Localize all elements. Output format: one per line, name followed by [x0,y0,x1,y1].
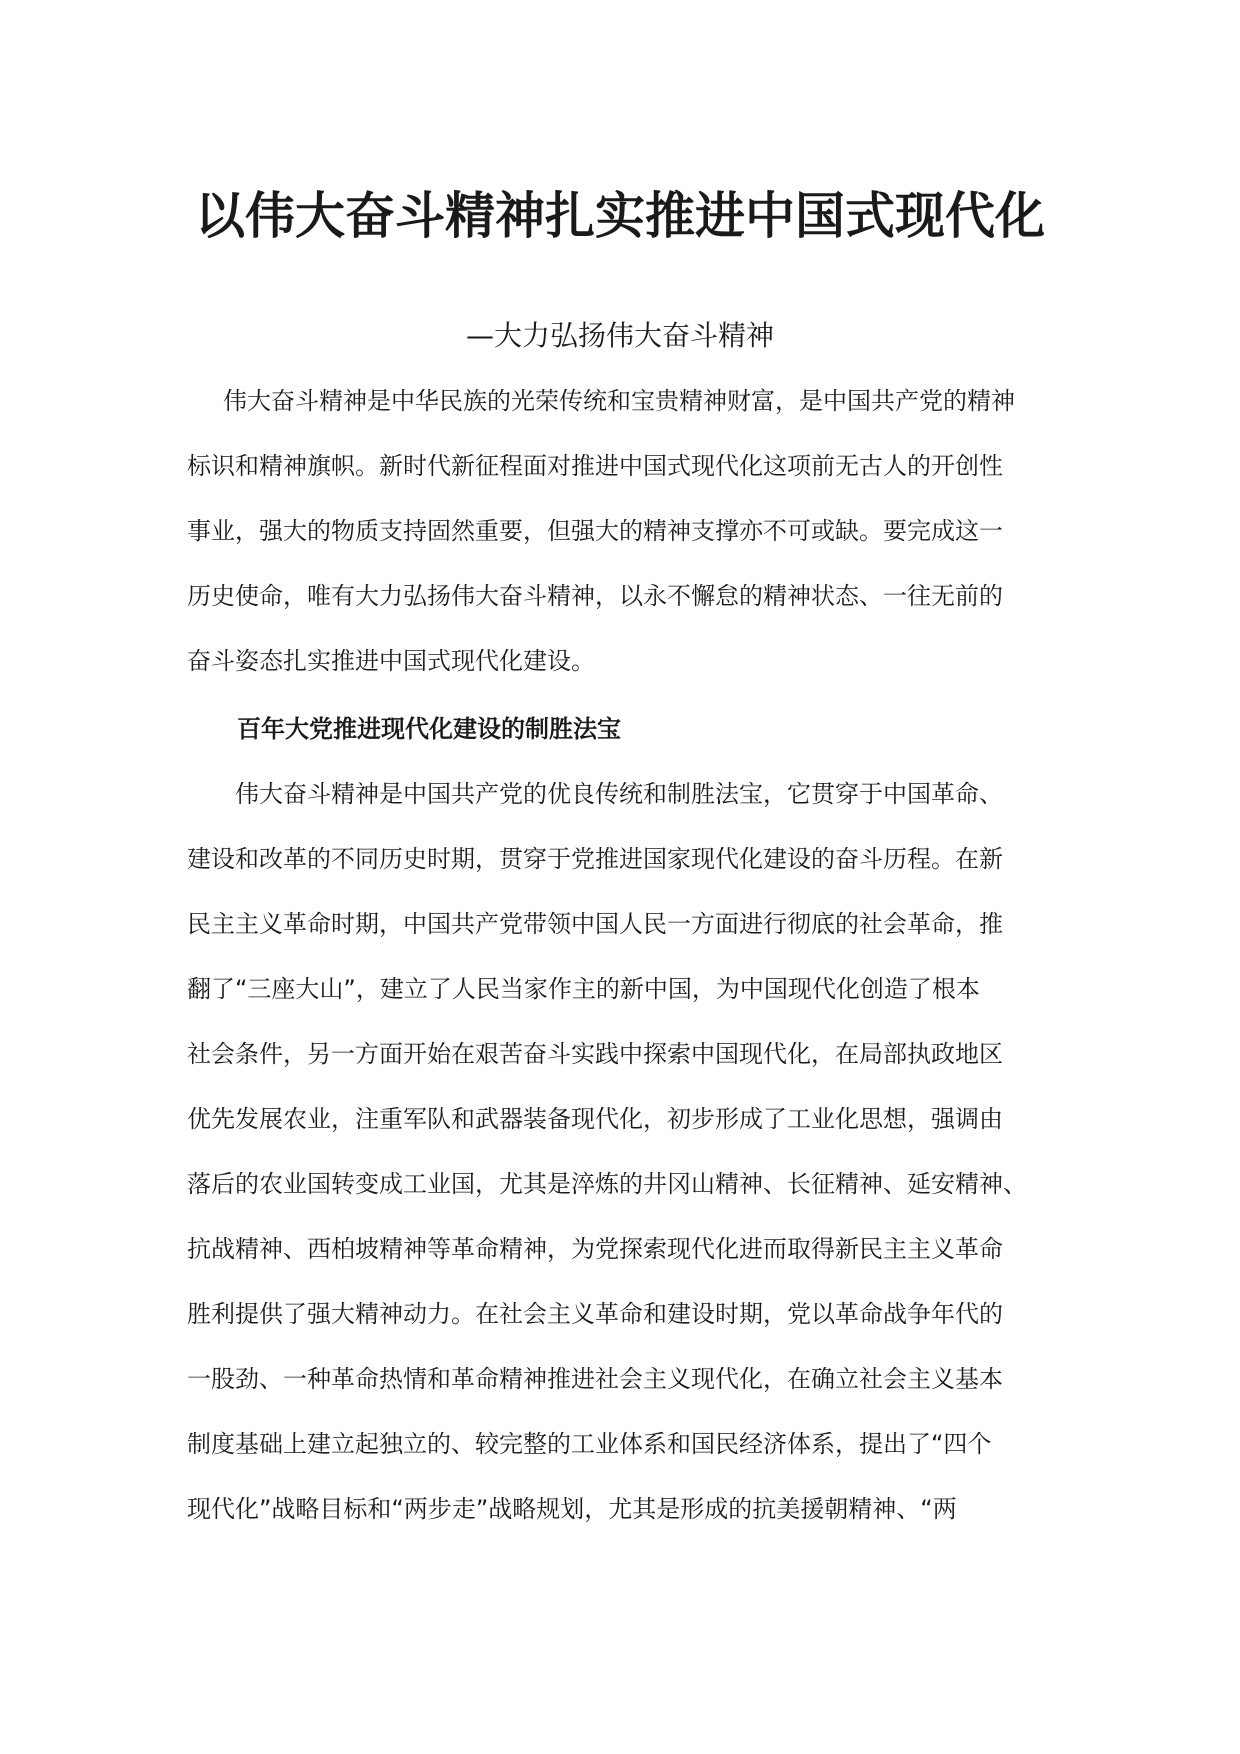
paragraph-line: 历史使命，唯有大力弘扬伟大奋斗精神，以永不懈怠的精神状态、一往无前的 [187,582,1003,610]
paragraph-line: 奋斗姿态扎实推进中国式现代化建设。 [187,647,595,675]
paragraph-line: 社会条件，另一方面开始在艰苦奋斗实践中探索中国现代化，在局部执政地区 [187,1040,1003,1068]
paragraph-line: 优先发展农业，注重军队和武器装备现代化，初步形成了工业化思想，强调由 [187,1105,1003,1133]
paragraph-line: 建设和改革的不同历史时期，贯穿于党推进国家现代化建设的奋斗历程。在新 [187,845,1003,873]
paragraph-line: 现代化”战略目标和“两步走”战略规划，尤其是形成的抗美援朝精神、“两 [187,1495,957,1523]
paragraph-line: 标识和精神旗帜。新时代新征程面对推进中国式现代化这项前无古人的开创性 [187,452,1003,480]
paragraph-intro [187,369,1057,694]
paragraph-line: 翻了“三座大山”，建立了人民当家作主的新中国，为中国现代化创造了根本 [187,975,980,1003]
paragraph-line: 制度基础上建立起独立的、较完整的工业体系和国民经济体系，提出了“四个 [187,1430,992,1458]
paragraph-line: 胜利提供了强大精神动力。在社会主义革命和建设时期，党以革命战争年代的 [187,1300,1003,1328]
document-title: 以伟大奋斗精神扎实推进中国式现代化 [195,187,1045,245]
paragraph-line: 落后的农业国转变成工业国，尤其是淬炼的井冈山精神、长征精神、延安精神、 [187,1170,1027,1198]
paragraph-line: 事业，强大的物质支持固然重要，但强大的精神支撑亦不可或缺。要完成这一 [187,517,1003,545]
paragraph-line: 伟大奋斗精神是中华民族的光荣传统和宝贵精神财富，是中国共产党的精神 [223,387,1015,415]
section-heading: 百年大党推进现代化建设的制胜法宝 [237,715,621,743]
document-subtitle: —大力弘扬伟大奋斗精神 [465,319,774,352]
paragraph-line: 民主主义革命时期，中国共产党带领中国人民一方面进行彻底的社会革命，推 [187,910,1003,938]
paragraph-line: 伟大奋斗精神是中国共产党的优良传统和制胜法宝，它贯穿于中国革命、 [235,780,1003,808]
paragraph-line: 抗战精神、西柏坡精神等革命精神，为党探索现代化进而取得新民主主义革命 [187,1235,1003,1263]
paragraph-section-body [187,762,1057,1542]
paragraph-line: 一股劲、一种革命热情和革命精神推进社会主义现代化，在确立社会主义基本 [187,1365,1003,1393]
